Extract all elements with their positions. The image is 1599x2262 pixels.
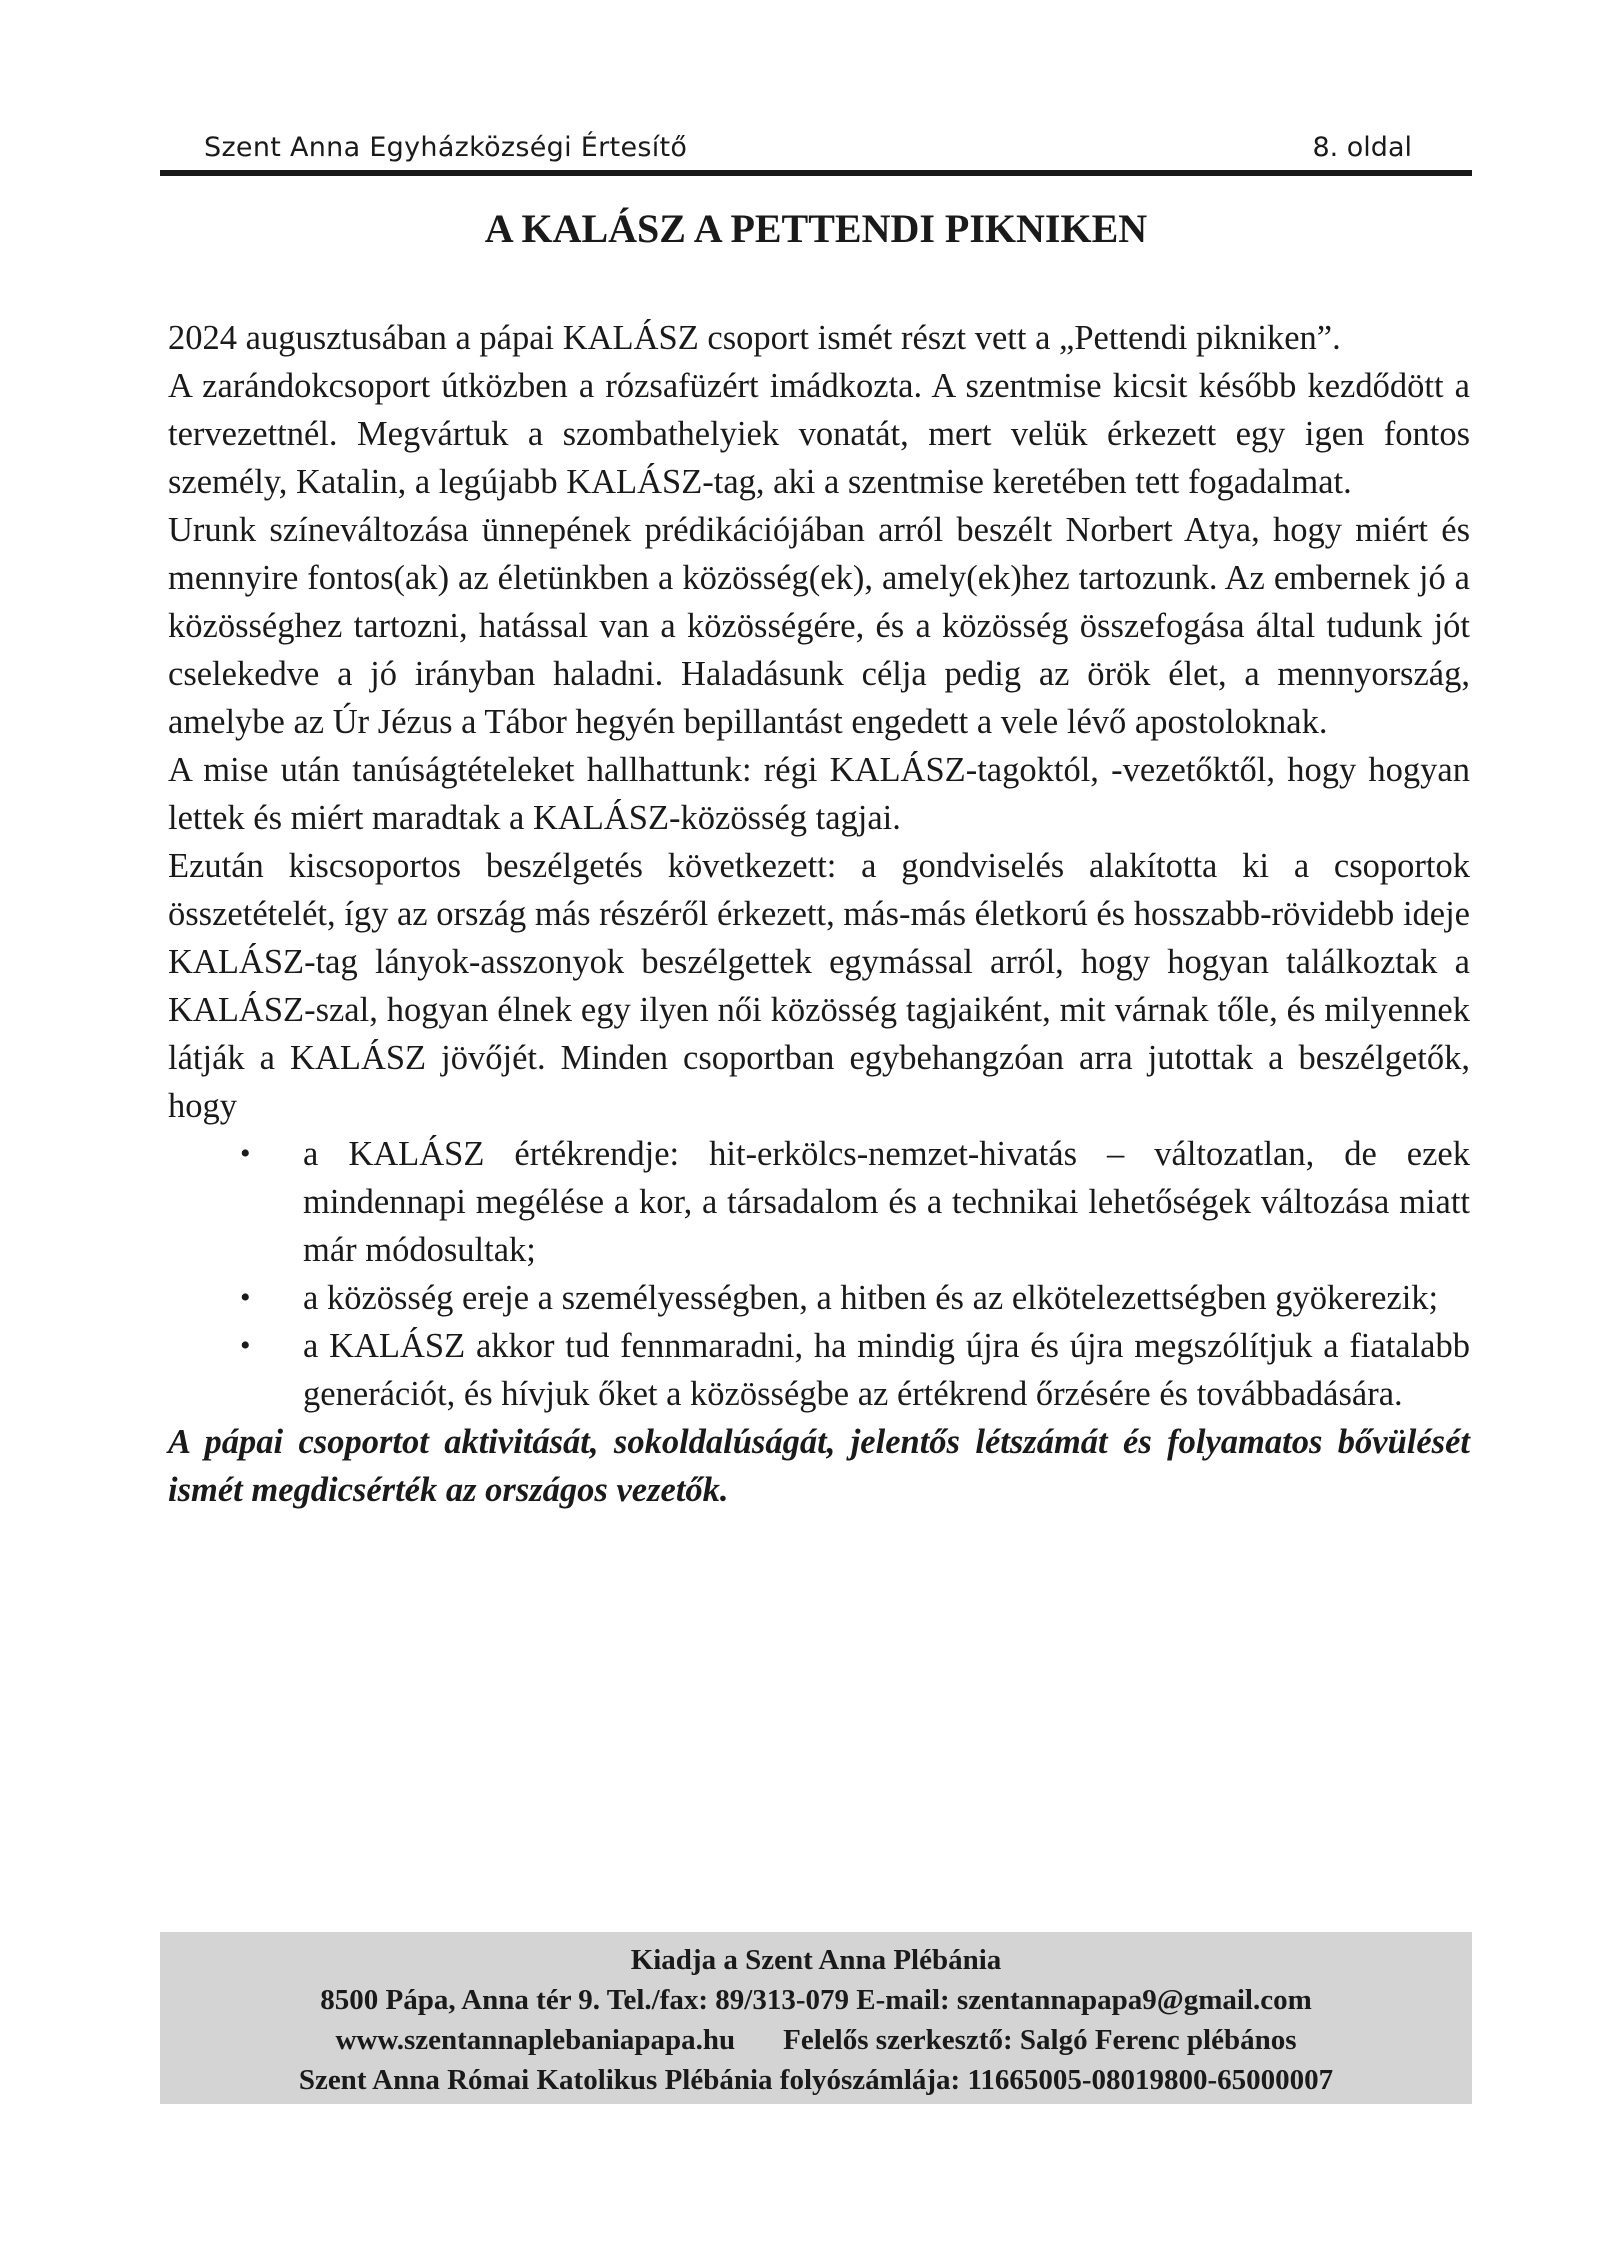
footer-contact: 8500 Pápa, Anna tér 9. Tel./fax: 89/313-079 E-mail: szentannapapa9@gmail.com bbox=[320, 1984, 1312, 2016]
list-item bbox=[168, 1274, 1470, 1322]
list-item-text: a KALÁSZ akkor tud fennmaradni, ha mindig újra és újra megszólítjuk a fiatalabb generációt, és hívjuk őket a közösségbe az értékrend őrzésére és továbbadására. bbox=[303, 1327, 1470, 1413]
bullet-icon: • bbox=[240, 1281, 251, 1314]
paragraph-intro: 2024 augusztusában a pápai KALÁSZ csoport ismét részt vett a „Pettendi pikniken”. bbox=[168, 319, 1341, 357]
publication-title: Szent Anna Egyházközségi Értesítő bbox=[204, 132, 688, 163]
closing-statement: A pápai csoportot aktivitását, sokoldalúságát, jelentős létszámát és folyamatos bővülését ismét megdicsérték az országos vezetők. bbox=[168, 1423, 1470, 1509]
paragraph-small-groups: Ezután kiscsoportos beszélgetés következett: a gondviselés alakította ki a csoportok összetételét, így az ország más részéről érkezett, más-más életkorú és hosszabb-rövidebb ideje KALÁSZ-tag lányok-asszonyok beszélgettek egymással arról, hogy hogyan találkoztak a KALÁSZ-szal, hogyan élnek egy ilyen női közösség tagjaiként, mit várnak tőle, és milyennek látják a KALÁSZ jövőjét. Minden csoportban egybehangzóan arra jutottak a beszélgetők, hogy bbox=[168, 847, 1470, 1125]
paragraph-testimonies: A mise után tanúságtételeket hallhattunk: régi KALÁSZ-tagoktól, -vezetőktől, hogy hogyan lettek és miért maradtak a KALÁSZ-közösség tagjai. bbox=[168, 751, 1470, 837]
footer-editor: Felelős szerkesztő: Salgó Ferenc plébános bbox=[783, 2024, 1297, 2056]
footer-website: www.szentannaplebaniapapa.hu bbox=[335, 2024, 736, 2056]
conclusions-list bbox=[168, 1130, 1470, 1418]
paragraph-homily: Urunk színeváltozása ünnepének prédikációjában arról beszélt Norbert Atya, hogy miért és mennyire fontos(ak) az életünkben a közösség(ek), amely(ek)hez tartozunk. Az embernek jó a közösséghez tartozni, hatással van a közösségére, és a közösség összefogása által tudunk jót cselekedve a jó irányban haladni. Haladásunk célja pedig az örök élet, a mennyország, amelybe az Úr Jézus a Tábor hegyén bepillantást engedett a vele lévő apostoloknak. bbox=[168, 511, 1470, 741]
list-item bbox=[168, 1130, 1470, 1274]
footer-web-editor-row bbox=[160, 2020, 1472, 2060]
list-item-text: a KALÁSZ értékrendje: hit-erkölcs-nemzet-hivatás – változatlan, de ezek mindennapi megélése a kor, a társadalom és a technikai lehetőségek változása miatt már módosultak; bbox=[303, 1135, 1470, 1269]
list-item-text: a közösség ereje a személyességben, a hitben és az elkötelezettségben gyökerezik; bbox=[303, 1279, 1439, 1317]
bullet-icon: • bbox=[240, 1137, 251, 1170]
publisher-footer bbox=[160, 1932, 1472, 2104]
article-body bbox=[168, 314, 1470, 1514]
page-number: 8. oldal bbox=[1312, 132, 1412, 163]
paragraph-pilgrimage: A zarándokcsoport útközben a rózsafüzért imádkozta. A szentmise kicsit később kezdődött a tervezettnél. Megvártuk a szombathelyiek vonatát, mert velük érkezett egy igen fontos személy, Katalin, a legújabb KALÁSZ-tag, aki a szentmise keretében tett fogadalmat. bbox=[168, 367, 1470, 501]
footer-publisher: Kiadja a Szent Anna Plébánia bbox=[630, 1944, 1002, 1976]
article-title: A KALÁSZ A PETTENDI PIKNIKEN bbox=[484, 206, 1148, 251]
list-item bbox=[168, 1322, 1470, 1418]
footer-bank-account: Szent Anna Római Katolikus Plébánia folyószámlája: 11665005-08019800-65000007 bbox=[298, 2064, 1334, 2096]
page-header bbox=[160, 126, 1472, 176]
bullet-icon: • bbox=[240, 1329, 251, 1362]
